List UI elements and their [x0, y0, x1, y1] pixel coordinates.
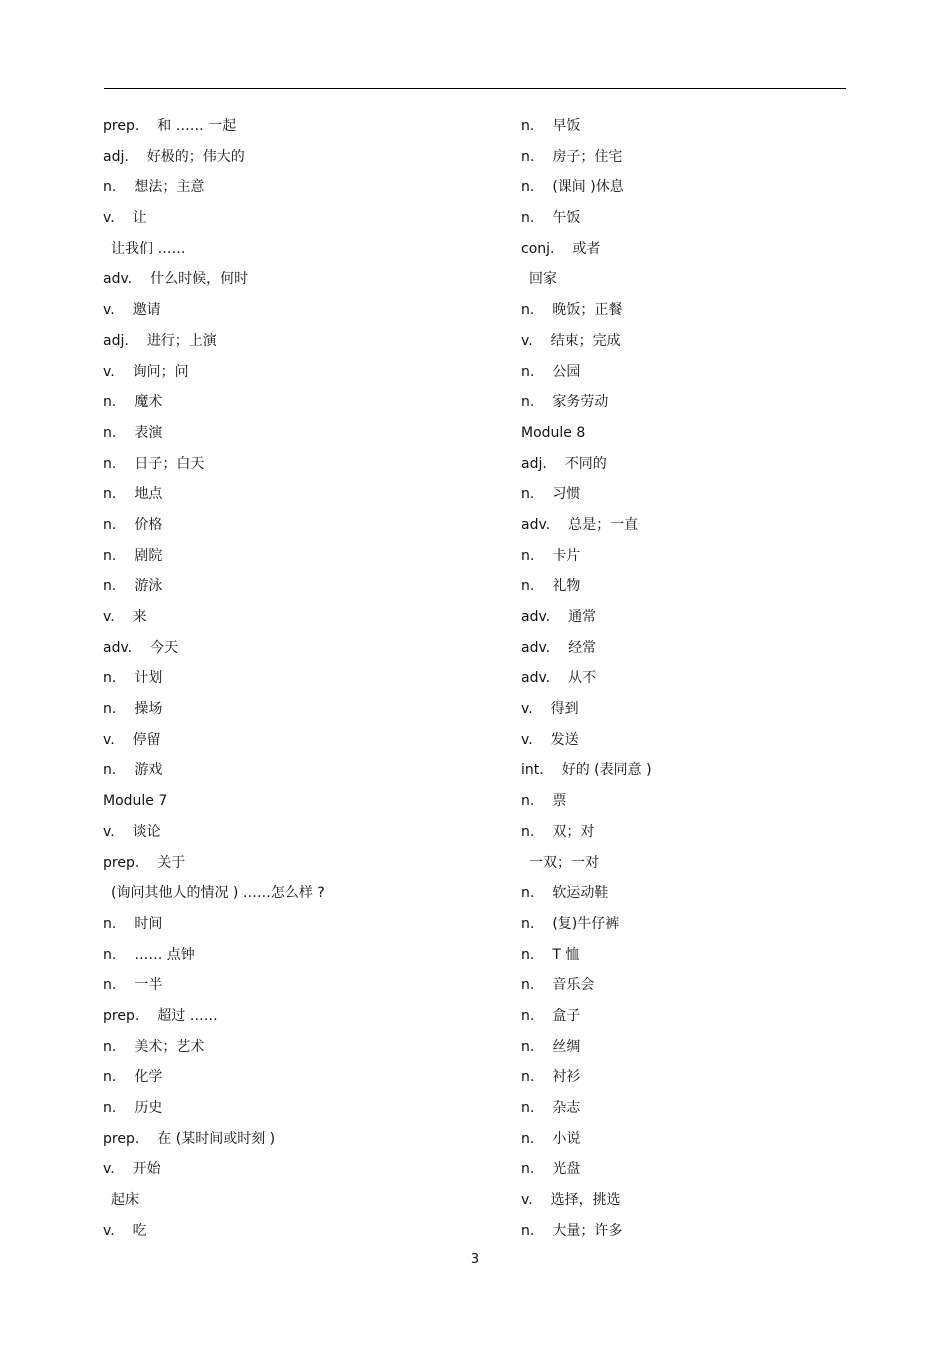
chinese-meaning: 价格: [134, 516, 163, 533]
vocab-entry: [103, 817, 503, 848]
part-of-speech: n.: [521, 823, 535, 840]
chinese-meaning: (复)牛仔裤: [552, 915, 620, 932]
vocab-entry: [103, 633, 503, 664]
part-of-speech: n.: [521, 1222, 535, 1239]
chinese-meaning: 什么时候，何时: [150, 271, 249, 288]
chinese-meaning: 音乐会: [552, 977, 595, 994]
vocab-entry: [103, 1216, 503, 1247]
part-of-speech: n.: [521, 578, 535, 595]
chinese-meaning: 票: [552, 793, 567, 810]
chinese-meaning: 询问；问: [132, 363, 189, 380]
chinese-meaning: 想法；主意: [134, 179, 205, 196]
part-of-speech: n.: [521, 210, 535, 227]
chinese-meaning: 让: [132, 210, 147, 227]
chinese-meaning: 一双；一对: [529, 854, 599, 871]
chinese-meaning: 地点: [134, 486, 163, 503]
part-of-speech: adj.: [103, 332, 129, 349]
part-of-speech: prep.: [103, 1130, 140, 1147]
part-of-speech: v.: [103, 302, 115, 319]
vocab-entry: [103, 449, 503, 480]
chinese-meaning: 午饭: [552, 210, 581, 227]
part-of-speech: n.: [521, 486, 535, 503]
chinese-meaning: 超过 ……: [157, 1007, 218, 1024]
vocab-entry: [103, 357, 503, 388]
part-of-speech: adv.: [521, 670, 551, 687]
part-of-speech: prep.: [103, 1007, 140, 1024]
vocab-entry: [103, 878, 503, 909]
chinese-meaning: 今天: [150, 639, 179, 656]
vocab-entry: [521, 786, 851, 817]
chinese-meaning: 操场: [134, 701, 163, 718]
vocab-entry: [521, 633, 851, 664]
part-of-speech: v.: [521, 701, 533, 718]
vocab-entry: [521, 449, 851, 480]
vocab-entry: [103, 1032, 503, 1063]
part-of-speech: conj.: [521, 240, 555, 257]
part-of-speech: v.: [103, 823, 115, 840]
vocab-entry: [103, 571, 503, 602]
chinese-meaning: 魔术: [134, 394, 163, 411]
vocab-entry: [103, 295, 503, 326]
vocab-entry: [521, 817, 851, 848]
part-of-speech: n.: [103, 516, 117, 533]
vocab-entry: [521, 1216, 851, 1247]
vocab-entry: [521, 571, 851, 602]
header-rule: [104, 88, 846, 89]
vocab-entry: [103, 1154, 503, 1185]
part-of-speech: n.: [103, 977, 117, 994]
part-of-speech: adv.: [521, 609, 551, 625]
chinese-meaning: 家务劳动: [552, 394, 609, 411]
part-of-speech: n.: [103, 1038, 117, 1055]
chinese-meaning: 软运动鞋: [552, 885, 609, 902]
part-of-speech: n.: [521, 1007, 535, 1024]
chinese-meaning: 房子；住宅: [552, 148, 623, 165]
part-of-speech: v.: [521, 731, 533, 748]
part-of-speech: n.: [103, 486, 117, 503]
part-of-speech: v.: [103, 210, 115, 227]
vocab-entry: [521, 510, 851, 541]
vocab-entry: [521, 479, 851, 510]
chinese-meaning: 开始: [132, 1161, 161, 1178]
part-of-speech: adj.: [521, 455, 547, 472]
vocab-entry: [103, 326, 503, 357]
part-of-speech: n.: [521, 547, 535, 564]
chinese-meaning: 好的 (表同意 ): [561, 762, 652, 779]
chinese-meaning: 回家: [529, 271, 557, 288]
part-of-speech: n.: [103, 179, 117, 196]
vocab-entry: [103, 663, 503, 694]
vocab-column-left: [103, 111, 503, 1246]
part-of-speech: prep.: [103, 854, 140, 871]
vocab-entry: [521, 234, 851, 265]
chinese-meaning: 日子；白天: [134, 455, 205, 472]
chinese-meaning: 丝绸: [552, 1038, 581, 1055]
chinese-meaning: 美术；艺术: [134, 1038, 205, 1055]
part-of-speech: n.: [521, 302, 535, 319]
chinese-meaning: 谈论: [132, 823, 161, 840]
vocab-entry: [521, 264, 851, 295]
vocab-entry: [103, 725, 503, 756]
chinese-meaning: 邀请: [132, 302, 161, 319]
part-of-speech: n.: [103, 1069, 117, 1086]
vocab-entry: [521, 970, 851, 1001]
vocab-entry: [521, 142, 851, 173]
chinese-meaning: 经常: [568, 639, 597, 656]
vocab-entry: [521, 1093, 851, 1124]
chinese-meaning: 双；对: [552, 823, 595, 840]
chinese-meaning: 或者: [572, 240, 601, 257]
vocab-entry: [521, 725, 851, 756]
vocab-entry: [103, 970, 503, 1001]
chinese-meaning: 小说: [552, 1130, 581, 1147]
part-of-speech: n.: [103, 1100, 117, 1116]
vocab-entry: [521, 326, 851, 357]
vocab-entry: [521, 848, 851, 879]
part-of-speech: adv.: [521, 639, 551, 656]
vocab-entry: [103, 479, 503, 510]
chinese-meaning: 光盘: [552, 1161, 581, 1178]
chinese-meaning: 通常: [568, 609, 597, 625]
module-heading: Module 7: [103, 793, 168, 810]
chinese-meaning: 杂志: [552, 1100, 581, 1116]
part-of-speech: n.: [521, 1069, 535, 1086]
chinese-meaning: 让我们 ……: [111, 240, 186, 257]
chinese-meaning: 卡片: [552, 547, 581, 564]
vocab-entry: [103, 387, 503, 418]
part-of-speech: int.: [521, 762, 544, 779]
part-of-speech: n.: [521, 363, 535, 380]
part-of-speech: n.: [521, 118, 535, 134]
vocab-entry: [103, 1093, 503, 1124]
part-of-speech: adj.: [103, 148, 129, 165]
part-of-speech: n.: [103, 455, 117, 472]
vocab-entry: [521, 418, 851, 449]
chinese-meaning: 关于: [157, 854, 186, 871]
vocab-entry: [103, 909, 503, 940]
part-of-speech: n.: [521, 946, 535, 963]
part-of-speech: adv.: [103, 639, 133, 656]
chinese-meaning: 和 …… 一起: [157, 118, 237, 134]
vocab-entry: [103, 848, 503, 879]
chinese-meaning: 发送: [550, 731, 579, 748]
chinese-meaning: (询问其他人的情况 ) ……怎么样 ?: [111, 885, 325, 902]
vocab-entry: [103, 694, 503, 725]
chinese-meaning: 计划: [134, 670, 163, 687]
part-of-speech: n.: [521, 885, 535, 902]
vocab-entry: [103, 1001, 503, 1032]
vocab-column-right: [521, 111, 851, 1246]
vocab-entry: [521, 541, 851, 572]
chinese-meaning: 公园: [552, 363, 581, 380]
chinese-meaning: 好极的；伟大的: [146, 148, 245, 165]
part-of-speech: n.: [103, 701, 117, 718]
part-of-speech: n.: [103, 946, 117, 963]
chinese-meaning: 表演: [134, 424, 163, 441]
part-of-speech: adv.: [103, 271, 133, 288]
part-of-speech: n.: [521, 394, 535, 411]
vocab-entry: [521, 1001, 851, 1032]
vocab-entry: [521, 694, 851, 725]
chinese-meaning: 习惯: [552, 486, 581, 503]
chinese-meaning: 早饭: [552, 118, 581, 134]
vocab-entry: [103, 418, 503, 449]
vocab-entry: [103, 940, 503, 971]
part-of-speech: n.: [521, 179, 535, 196]
chinese-meaning: (课间 )休息: [552, 179, 624, 196]
part-of-speech: adv.: [521, 516, 551, 533]
part-of-speech: n.: [521, 1100, 535, 1116]
chinese-meaning: …… 点钟: [134, 946, 195, 963]
vocab-entry: [103, 172, 503, 203]
part-of-speech: v.: [103, 731, 115, 748]
chinese-meaning: 从不: [568, 670, 597, 687]
page-number: 3: [470, 1252, 480, 1267]
chinese-meaning: T 恤: [552, 946, 580, 963]
vocab-entry: [521, 1154, 851, 1185]
vocab-entry: [521, 387, 851, 418]
part-of-speech: prep.: [103, 118, 140, 134]
vocab-entry: [521, 357, 851, 388]
part-of-speech: n.: [521, 148, 535, 165]
chinese-meaning: 衬衫: [552, 1069, 581, 1086]
part-of-speech: n.: [103, 547, 117, 564]
chinese-meaning: 一半: [134, 977, 163, 994]
chinese-meaning: 化学: [134, 1069, 163, 1086]
vocab-entry: [103, 541, 503, 572]
chinese-meaning: 得到: [550, 701, 579, 718]
part-of-speech: v.: [103, 363, 115, 380]
vocab-entry: [103, 203, 503, 234]
chinese-meaning: 选择，挑选: [550, 1192, 621, 1209]
vocab-entry: [521, 1124, 851, 1155]
vocab-entry: [521, 111, 851, 142]
part-of-speech: n.: [521, 793, 535, 810]
vocab-entry: [103, 786, 503, 817]
part-of-speech: n.: [103, 424, 117, 441]
vocab-entry: [103, 755, 503, 786]
part-of-speech: v.: [521, 1192, 533, 1209]
part-of-speech: v.: [103, 1222, 115, 1239]
part-of-speech: n.: [103, 670, 117, 687]
part-of-speech: v.: [103, 1161, 115, 1178]
chinese-meaning: 吃: [132, 1222, 147, 1239]
vocab-entry: [521, 172, 851, 203]
part-of-speech: n.: [521, 915, 535, 932]
chinese-meaning: 时间: [134, 915, 163, 932]
vocab-entry: [521, 663, 851, 694]
chinese-meaning: 历史: [134, 1100, 163, 1116]
chinese-meaning: 礼物: [552, 578, 581, 595]
vocab-entry: [103, 1185, 503, 1216]
chinese-meaning: 剧院: [134, 547, 163, 564]
part-of-speech: n.: [521, 1130, 535, 1147]
vocab-entry: [103, 234, 503, 265]
vocab-entry: [521, 295, 851, 326]
part-of-speech: v.: [103, 609, 115, 625]
chinese-meaning: 停留: [132, 731, 161, 748]
part-of-speech: n.: [103, 578, 117, 595]
chinese-meaning: 来: [132, 609, 147, 625]
vocab-entry: [103, 142, 503, 173]
vocab-entry: [103, 111, 503, 142]
vocab-entry: [521, 602, 851, 633]
chinese-meaning: 总是；一直: [568, 516, 639, 533]
chinese-meaning: 不同的: [564, 455, 607, 472]
vocab-entry: [103, 510, 503, 541]
vocab-entry: [103, 1124, 503, 1155]
chinese-meaning: 在 (某时间或时刻 ): [157, 1130, 276, 1147]
part-of-speech: n.: [103, 394, 117, 411]
chinese-meaning: 结束；完成: [550, 332, 621, 349]
vocab-entry: [521, 203, 851, 234]
part-of-speech: n.: [521, 977, 535, 994]
part-of-speech: n.: [103, 762, 117, 779]
vocab-entry: [521, 1032, 851, 1063]
part-of-speech: n.: [521, 1038, 535, 1055]
vocab-entry: [103, 602, 503, 633]
chinese-meaning: 进行；上演: [146, 332, 217, 349]
vocab-entry: [521, 1062, 851, 1093]
part-of-speech: n.: [103, 915, 117, 932]
vocab-entry: [521, 1185, 851, 1216]
chinese-meaning: 游戏: [134, 762, 163, 779]
vocab-entry: [521, 755, 851, 786]
vocab-entry: [103, 1062, 503, 1093]
chinese-meaning: 大量；许多: [552, 1222, 623, 1239]
chinese-meaning: 游泳: [134, 578, 163, 595]
module-heading: Module 8: [521, 424, 586, 441]
chinese-meaning: 盒子: [552, 1007, 581, 1024]
chinese-meaning: 起床: [111, 1192, 139, 1209]
vocab-entry: [103, 264, 503, 295]
part-of-speech: n.: [521, 1161, 535, 1178]
vocab-entry: [521, 940, 851, 971]
chinese-meaning: 晚饭；正餐: [552, 302, 623, 319]
part-of-speech: v.: [521, 332, 533, 349]
vocab-entry: [521, 878, 851, 909]
vocab-entry: [521, 909, 851, 940]
